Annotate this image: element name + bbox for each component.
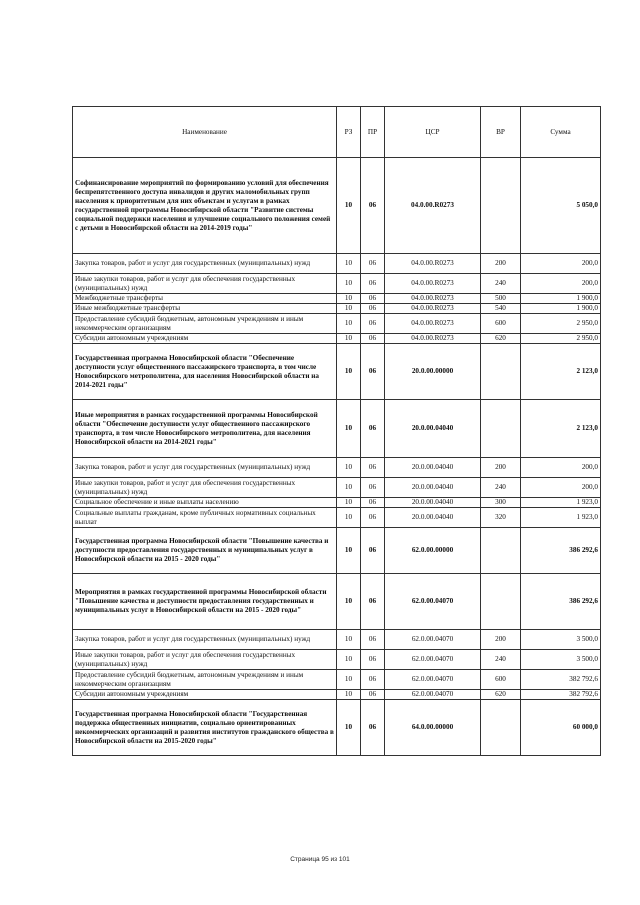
cell-csr: 04.0.00.R0273 <box>385 294 481 304</box>
cell-rz: 10 <box>337 458 361 478</box>
cell-sum: 200,0 <box>521 478 601 498</box>
cell-pr: 06 <box>361 670 385 690</box>
header-csr: ЦСР <box>385 107 481 158</box>
cell-rz: 10 <box>337 650 361 670</box>
cell-name: Мероприятия в рамках государственной программы Новосибирской области "Повышение качества и доступности предоставления государственных и муниципальных услуг в Новосибирской области на 2015 - 2020 годы" <box>73 574 337 630</box>
cell-name: Социальное обеспечение и иные выплаты населению <box>73 498 337 508</box>
cell-csr: 62.0.00.04070 <box>385 670 481 690</box>
cell-vr: 240 <box>481 274 521 294</box>
cell-sum: 382 792,6 <box>521 670 601 690</box>
cell-sum: 386 292,6 <box>521 528 601 574</box>
cell-vr <box>481 528 521 574</box>
table-row <box>73 574 601 630</box>
table-row <box>73 458 601 478</box>
cell-sum: 386 292,6 <box>521 574 601 630</box>
cell-csr: 04.0.00.R0273 <box>385 274 481 294</box>
cell-sum: 2 950,0 <box>521 334 601 344</box>
header-vr: ВР <box>481 107 521 158</box>
cell-rz: 10 <box>337 400 361 458</box>
table-row <box>73 304 601 314</box>
cell-vr: 200 <box>481 630 521 650</box>
cell-vr <box>481 158 521 254</box>
cell-csr: 20.0.00.04040 <box>385 498 481 508</box>
cell-pr: 06 <box>361 650 385 670</box>
cell-vr <box>481 574 521 630</box>
cell-pr: 06 <box>361 508 385 528</box>
cell-name: Государственная программа Новосибирской области "Государственная поддержка общественных инициатив, социально ориентированных некоммерческих организаций и развития институтов гражданского общества в Новосибирской области на 2015-2020 годы" <box>73 700 337 756</box>
cell-pr: 06 <box>361 528 385 574</box>
cell-pr: 06 <box>361 478 385 498</box>
cell-csr: 20.0.00.04040 <box>385 508 481 528</box>
cell-name: Закупка товаров, работ и услуг для государственных (муниципальных) нужд <box>73 630 337 650</box>
cell-pr: 06 <box>361 158 385 254</box>
table-row <box>73 158 601 254</box>
cell-name: Иные закупки товаров, работ и услуг для обеспечения государственных (муниципальных) нужд <box>73 650 337 670</box>
cell-csr: 04.0.00.R0273 <box>385 314 481 334</box>
cell-pr: 06 <box>361 400 385 458</box>
table-row <box>73 630 601 650</box>
cell-csr: 64.0.00.00000 <box>385 700 481 756</box>
table-row <box>73 498 601 508</box>
cell-name: Социальные выплаты гражданам, кроме публичных нормативных социальных выплат <box>73 508 337 528</box>
cell-vr: 620 <box>481 690 521 700</box>
cell-rz: 10 <box>337 254 361 274</box>
header-pr: ПР <box>361 107 385 158</box>
cell-pr: 06 <box>361 274 385 294</box>
cell-sum: 1 900,0 <box>521 294 601 304</box>
cell-csr: 20.0.00.00000 <box>385 344 481 400</box>
cell-rz: 10 <box>337 304 361 314</box>
cell-sum: 1 923,0 <box>521 508 601 528</box>
cell-csr: 04.0.00.R0273 <box>385 304 481 314</box>
cell-rz: 10 <box>337 690 361 700</box>
cell-sum: 2 123,0 <box>521 344 601 400</box>
cell-name: Иные закупки товаров, работ и услуг для обеспечения государственных (муниципальных) нужд <box>73 478 337 498</box>
table-row <box>73 274 601 294</box>
cell-sum: 200,0 <box>521 458 601 478</box>
cell-csr: 62.0.00.04070 <box>385 630 481 650</box>
cell-name: Предоставление субсидий бюджетным, автономным учреждениям и иным некоммерческим организациям <box>73 314 337 334</box>
cell-sum: 200,0 <box>521 274 601 294</box>
cell-csr: 20.0.00.04040 <box>385 478 481 498</box>
cell-name: Межбюджетные трансферты <box>73 294 337 304</box>
cell-vr <box>481 700 521 756</box>
cell-pr: 06 <box>361 254 385 274</box>
cell-vr: 200 <box>481 458 521 478</box>
cell-pr: 06 <box>361 344 385 400</box>
cell-vr: 200 <box>481 254 521 274</box>
table-row <box>73 528 601 574</box>
cell-name: Закупка товаров, работ и услуг для государственных (муниципальных) нужд <box>73 458 337 478</box>
page-number: Страница 95 из 101 <box>290 856 350 863</box>
table-row <box>73 650 601 670</box>
cell-name: Иные закупки товаров, работ и услуг для обеспечения государственных (муниципальных) нужд <box>73 274 337 294</box>
table-row <box>73 400 601 458</box>
cell-rz: 10 <box>337 478 361 498</box>
cell-pr: 06 <box>361 334 385 344</box>
table-row <box>73 478 601 498</box>
cell-sum: 1 900,0 <box>521 304 601 314</box>
cell-vr: 600 <box>481 314 521 334</box>
cell-rz: 10 <box>337 498 361 508</box>
cell-vr <box>481 400 521 458</box>
cell-sum: 200,0 <box>521 254 601 274</box>
cell-pr: 06 <box>361 458 385 478</box>
cell-rz: 10 <box>337 334 361 344</box>
cell-pr: 06 <box>361 574 385 630</box>
cell-name: Софинансирование мероприятий по формированию условий для обеспечения беспрепятственного доступа инвалидов и других маломобильных групп населения к приоритетным для них объектам и услугам в рамках государственной программы Новосибирской области "Развитие системы социальной поддержки населения и улучшение социального положения семей с детьми в Новосибирской области на 2014-2019 годы" <box>73 158 337 254</box>
cell-name: Закупка товаров, работ и услуг для государственных (муниципальных) нужд <box>73 254 337 274</box>
cell-rz: 10 <box>337 574 361 630</box>
cell-sum: 3 500,0 <box>521 630 601 650</box>
cell-rz: 10 <box>337 700 361 756</box>
cell-sum: 2 950,0 <box>521 314 601 334</box>
cell-sum: 1 923,0 <box>521 498 601 508</box>
cell-vr: 500 <box>481 294 521 304</box>
cell-csr: 20.0.00.04040 <box>385 458 481 478</box>
cell-vr <box>481 344 521 400</box>
header-name: Наименование <box>73 107 337 158</box>
table-row <box>73 670 601 690</box>
table-row <box>73 314 601 334</box>
table-row <box>73 508 601 528</box>
cell-csr: 62.0.00.00000 <box>385 528 481 574</box>
table-row <box>73 334 601 344</box>
cell-vr: 240 <box>481 650 521 670</box>
cell-vr: 300 <box>481 498 521 508</box>
table-row <box>73 690 601 700</box>
cell-rz: 10 <box>337 294 361 304</box>
header-sum: Сумма <box>521 107 601 158</box>
cell-vr: 320 <box>481 508 521 528</box>
table-row <box>73 700 601 756</box>
cell-rz: 10 <box>337 508 361 528</box>
cell-sum: 3 500,0 <box>521 650 601 670</box>
cell-name: Государственная программа Новосибирской области "Обеспечение доступности услуг общественного пассажирского транспорта, в том числе Новосибирского метрополитена, для населения Новосибирской области на 2014-2021 годы" <box>73 344 337 400</box>
table-row <box>73 254 601 274</box>
cell-rz: 10 <box>337 274 361 294</box>
cell-pr: 06 <box>361 700 385 756</box>
header-rz: РЗ <box>337 107 361 158</box>
cell-rz: 10 <box>337 630 361 650</box>
table-row <box>73 294 601 304</box>
cell-csr: 20.0.00.04040 <box>385 400 481 458</box>
cell-sum: 382 792,6 <box>521 690 601 700</box>
cell-vr: 620 <box>481 334 521 344</box>
cell-sum: 2 123,0 <box>521 400 601 458</box>
cell-rz: 10 <box>337 344 361 400</box>
cell-name: Предоставление субсидий бюджетным, автономным учреждениям и иным некоммерческим организациям <box>73 670 337 690</box>
budget-table <box>72 106 601 756</box>
cell-csr: 62.0.00.04070 <box>385 574 481 630</box>
cell-rz: 10 <box>337 158 361 254</box>
cell-csr: 04.0.00.R0273 <box>385 334 481 344</box>
cell-sum: 5 050,0 <box>521 158 601 254</box>
cell-pr: 06 <box>361 294 385 304</box>
cell-name: Иные мероприятия в рамках государственной программы Новосибирской области "Обеспечение доступности услуг общественного пассажирского транспорта, в том числе Новосибирского метрополитена, для населения Новосибирской области на 2014-2021 годы" <box>73 400 337 458</box>
cell-rz: 10 <box>337 528 361 574</box>
cell-pr: 06 <box>361 314 385 334</box>
cell-csr: 62.0.00.04070 <box>385 650 481 670</box>
cell-pr: 06 <box>361 630 385 650</box>
cell-rz: 10 <box>337 670 361 690</box>
cell-pr: 06 <box>361 690 385 700</box>
cell-vr: 540 <box>481 304 521 314</box>
cell-name: Субсидии автономным учреждениям <box>73 690 337 700</box>
cell-rz: 10 <box>337 314 361 334</box>
table-row <box>73 344 601 400</box>
table-header-row <box>73 107 601 158</box>
cell-csr: 62.0.00.04070 <box>385 690 481 700</box>
cell-csr: 04.0.00.R0273 <box>385 254 481 274</box>
cell-pr: 06 <box>361 498 385 508</box>
cell-name: Субсидии автономным учреждениям <box>73 334 337 344</box>
cell-csr: 04.0.00.R0273 <box>385 158 481 254</box>
cell-vr: 600 <box>481 670 521 690</box>
cell-pr: 06 <box>361 304 385 314</box>
cell-name: Иные межбюджетные трансферты <box>73 304 337 314</box>
cell-vr: 240 <box>481 478 521 498</box>
cell-sum: 60 000,0 <box>521 700 601 756</box>
cell-name: Государственная программа Новосибирской области "Повышение качества и доступности предоставления государственных и муниципальных услуг в Новосибирской области на 2015 - 2020 годы" <box>73 528 337 574</box>
